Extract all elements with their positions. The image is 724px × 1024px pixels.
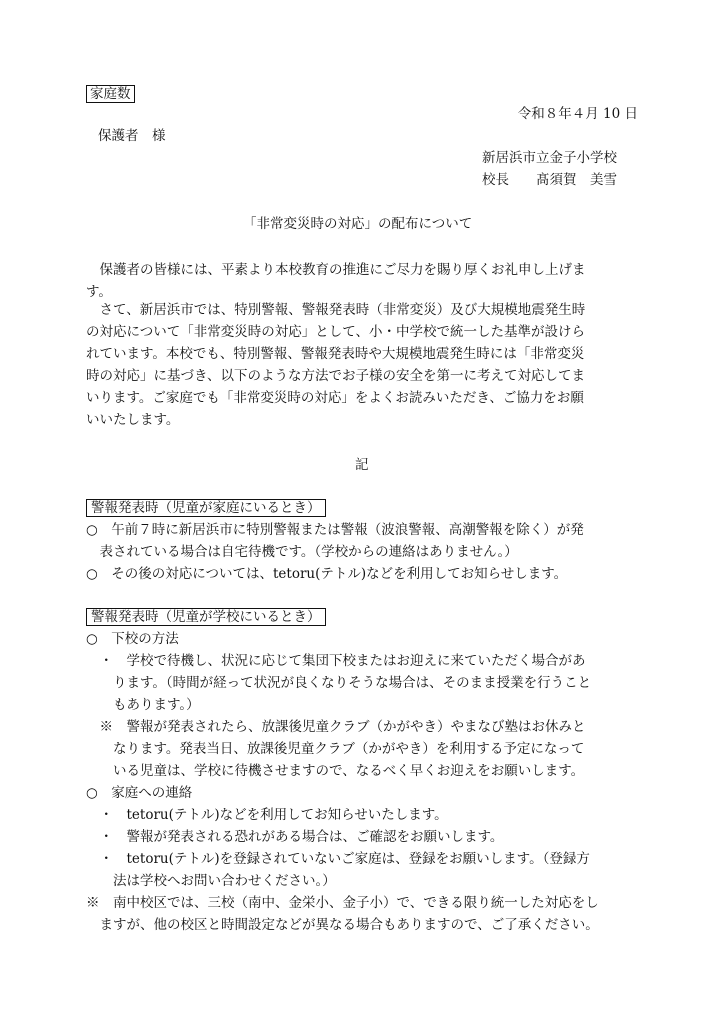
text-line: ・ 警報が発表される恐れがある場合は、ご確認をお願いします。 [86,829,504,845]
text-line: ・ 学校で待機し、状況に応じて集団下校またはお迎えに来ていただく場合があ [86,653,586,669]
section-heading-box: 警報発表時（児童が家庭にいるとき） [86,499,326,517]
text-line: もあります。） [86,697,200,713]
text-line: 保護者の皆様には、平素より本校教育の推進にご尽力を賜り厚くお礼申し上げま [86,262,586,278]
document-title: 「非常変災時の対応」の配布について [243,216,473,232]
text-line: す。 [86,284,112,300]
sender-name: 校長 髙須賀 美雪 [482,172,617,188]
text-line: ○ 家庭への連絡 [86,785,193,801]
text-line: 表されている場合は自宅待機です。（学校からの連絡はありません。） [86,544,518,560]
section-heading-school [86,607,326,627]
ki-marker: 記 [355,457,369,473]
text-line: ※ 南中校区では、三校（南中、金栄小、金子小）で、できる限り統一した対応をし [86,895,599,911]
section-heading-home [86,498,326,518]
text-line: ・ tetoru(テトル)を登録されていないご家庭は、登録をお願いします。（登録方 [86,851,590,867]
text-line: ○ 下校の方法 [86,631,179,647]
sender-school: 新居浜市立金子小学校 [482,150,617,166]
text-line: 時の対応」に基づき、以下のような方法でお子様の安全を第一に考えて対応してま [86,368,585,384]
text-line: さて、新居浜市では、特別警報、警報発表時（非常変災）及び大規模地震発生時 [86,302,586,318]
text-line: いいたします。 [86,412,180,428]
recipient: 保護者 様 [98,128,166,144]
text-line: ますが、他の校区と時間設定などが異なる場合もありますので、ご了承ください。 [86,917,599,933]
text-line: いる児童は、学校に待機させますので、なるべく早くお迎えをお願いします。 [86,763,585,779]
section-heading-box: 警報発表時（児童が学校にいるとき） [86,608,326,626]
text-line: 法は学校へお問い合わせください。） [86,873,336,889]
category-label [86,84,135,104]
text-line: ○ その後の対応については、tetoru(テトル)などを利用してお知らせします。 [86,566,568,582]
text-line: の対応について「非常変災時の対応」として、小・中学校で統一した基準が設けら [86,324,585,340]
issue-date: 令和８年４月 10 日 [517,106,638,122]
text-line: れています。本校でも、特別警報、警報発表時や大規模地震発生時には「非常変災 [86,346,585,362]
text-line: ※ 警報が発表されたら、放課後児童クラブ（かがやき）やまなび塾はお休みと [86,719,586,735]
text-line: いります。ご家庭でも「非常変災時の対応」をよくお読みいただき、ご協力をお願 [86,390,584,406]
text-line: ・ tetoru(テトル)などを利用してお知らせいたします。 [86,807,448,823]
text-line: なります。発表当日、放課後児童クラブ（かがやき）を利用する予定になって [86,741,585,757]
text-line: ります。（時間が経って状況が良くなりそうな場合は、そのまま授業を行うこと [86,675,592,691]
text-line: ○ 午前７時に新居浜市に特別警報または警報（波浪警報、高潮警報を除く）が発 [86,522,584,538]
category-box: 家庭数 [86,85,135,103]
